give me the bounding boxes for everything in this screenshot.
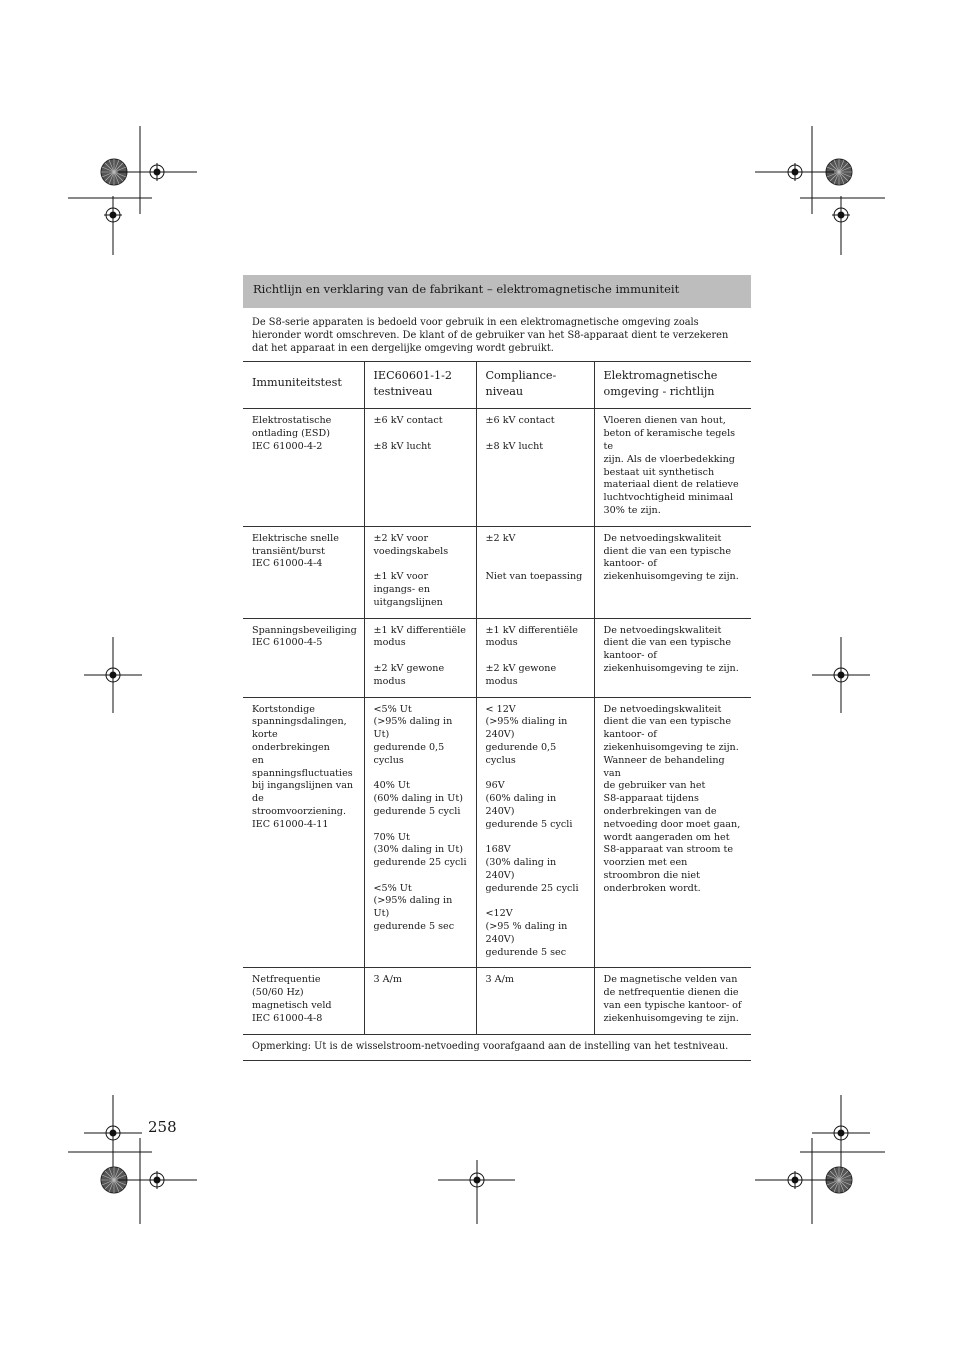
table-row bbox=[243, 409, 751, 526]
section-title: Richtlijn en verklaring van de fabrikant – elektromagnetische immuniteit bbox=[243, 275, 751, 308]
column-header: Elektromagnetische omgeving - richtlijn bbox=[594, 362, 751, 409]
table-row bbox=[243, 618, 751, 697]
table-row bbox=[243, 697, 751, 968]
table-cell: 3 A/m bbox=[364, 968, 476, 1034]
table-cell: De magnetische velden van de netfrequentie dienen die van een typische kantoor- of ziekenhuisomgeving te zijn. bbox=[594, 968, 751, 1034]
table-row bbox=[243, 526, 751, 618]
table-cell: 3 A/m bbox=[476, 968, 594, 1034]
table-cell: ±1 kV differentiële modus ±2 kV gewone modus bbox=[364, 618, 476, 697]
table-cell: ±1 kV differentiële modus ±2 kV gewone modus bbox=[476, 618, 594, 697]
table-cell: < 12V (>95% dialing in 240V) gedurende 0,5 cyclus 96V (60% daling in 240V) gedurende 5 cycli 168V (30% daling in 240V) gedurende 25 cycli <12V (>95 % daling in 240V) gedurende 5 sec bbox=[476, 697, 594, 968]
table-cell: Netfrequentie (50/60 Hz) magnetisch veld IEC 61000-4-8 bbox=[243, 968, 364, 1034]
table-cell: ±2 kV voor voedingskabels ±1 kV voor ingangs- en uitgangslijnen bbox=[364, 526, 476, 618]
table-cell: ±2 kV Niet van toepassing bbox=[476, 526, 594, 618]
table-row bbox=[243, 968, 751, 1034]
table-cell: Elektrische snelle transiënt/burst IEC 61000-4-4 bbox=[243, 526, 364, 618]
table-cell: De netvoedingskwaliteit dient die van een typische kantoor- of ziekenhuisomgeving te zijn. bbox=[594, 526, 751, 618]
table-cell: De netvoedingskwaliteit dient die van een typische kantoor- of ziekenhuisomgeving te zijn. Wanneer de behandeling van de gebruiker van het S8-apparaat tijdens onderbrekingen van de netvoeding door moet gaan, wordt aangeraden om het S8-apparaat van stroom te voorzien met een stroombron die niet onderbroken wordt. bbox=[594, 697, 751, 968]
column-header: Compliance- niveau bbox=[476, 362, 594, 409]
immunity-table bbox=[243, 362, 751, 1034]
table-header-row bbox=[243, 362, 751, 409]
table-cell: ±6 kV contact ±8 kV lucht bbox=[364, 409, 476, 526]
table-cell: Elektrostatische ontlading (ESD) IEC 61000-4-2 bbox=[243, 409, 364, 526]
emc-immunity-section bbox=[243, 275, 751, 1061]
table-cell: Spanningsbeveiliging IEC 61000-4-5 bbox=[243, 618, 364, 697]
column-header: Immuniteitstest bbox=[243, 362, 364, 409]
table-cell: Vloeren dienen van hout, beton of keramische tegels te zijn. Als de vloerbedekking bestaat uit synthetisch materiaal dient de relatieve luchtvochtigheid minimaal 30% te zijn. bbox=[594, 409, 751, 526]
table-cell: De netvoedingskwaliteit dient die van een typische kantoor- of ziekenhuisomgeving te zijn. bbox=[594, 618, 751, 697]
page-number: 258 bbox=[148, 1118, 177, 1136]
table-note: Opmerking: Ut is de wisselstroom-netvoeding voorafgaand aan de instelling van het testniveau. bbox=[243, 1035, 751, 1061]
table-cell: Kortstondige spanningsdalingen, korte onderbrekingen en spanningsfluctuaties bij ingangslijnen van de stroomvoorziening. IEC 61000-4-11 bbox=[243, 697, 364, 968]
column-header: IEC60601-1-2 testniveau bbox=[364, 362, 476, 409]
intro-paragraph: De S8-serie apparaten is bedoeld voor gebruik in een elektromagnetische omgeving zoals hieronder wordt omschreven. De klant of de gebruiker van het S8-apparaat dient te verzekeren dat het apparaat in een dergelijke omgeving wordt gebruikt. bbox=[243, 308, 751, 362]
table-cell: <5% Ut (>95% daling in Ut) gedurende 0,5 cyclus 40% Ut (60% daling in Ut) gedurende 5 cycli 70% Ut (30% daling in Ut) gedurende 25 cycli <5% Ut (>95% daling in Ut) gedurende 5 sec bbox=[364, 697, 476, 968]
table-cell: ±6 kV contact ±8 kV lucht bbox=[476, 409, 594, 526]
